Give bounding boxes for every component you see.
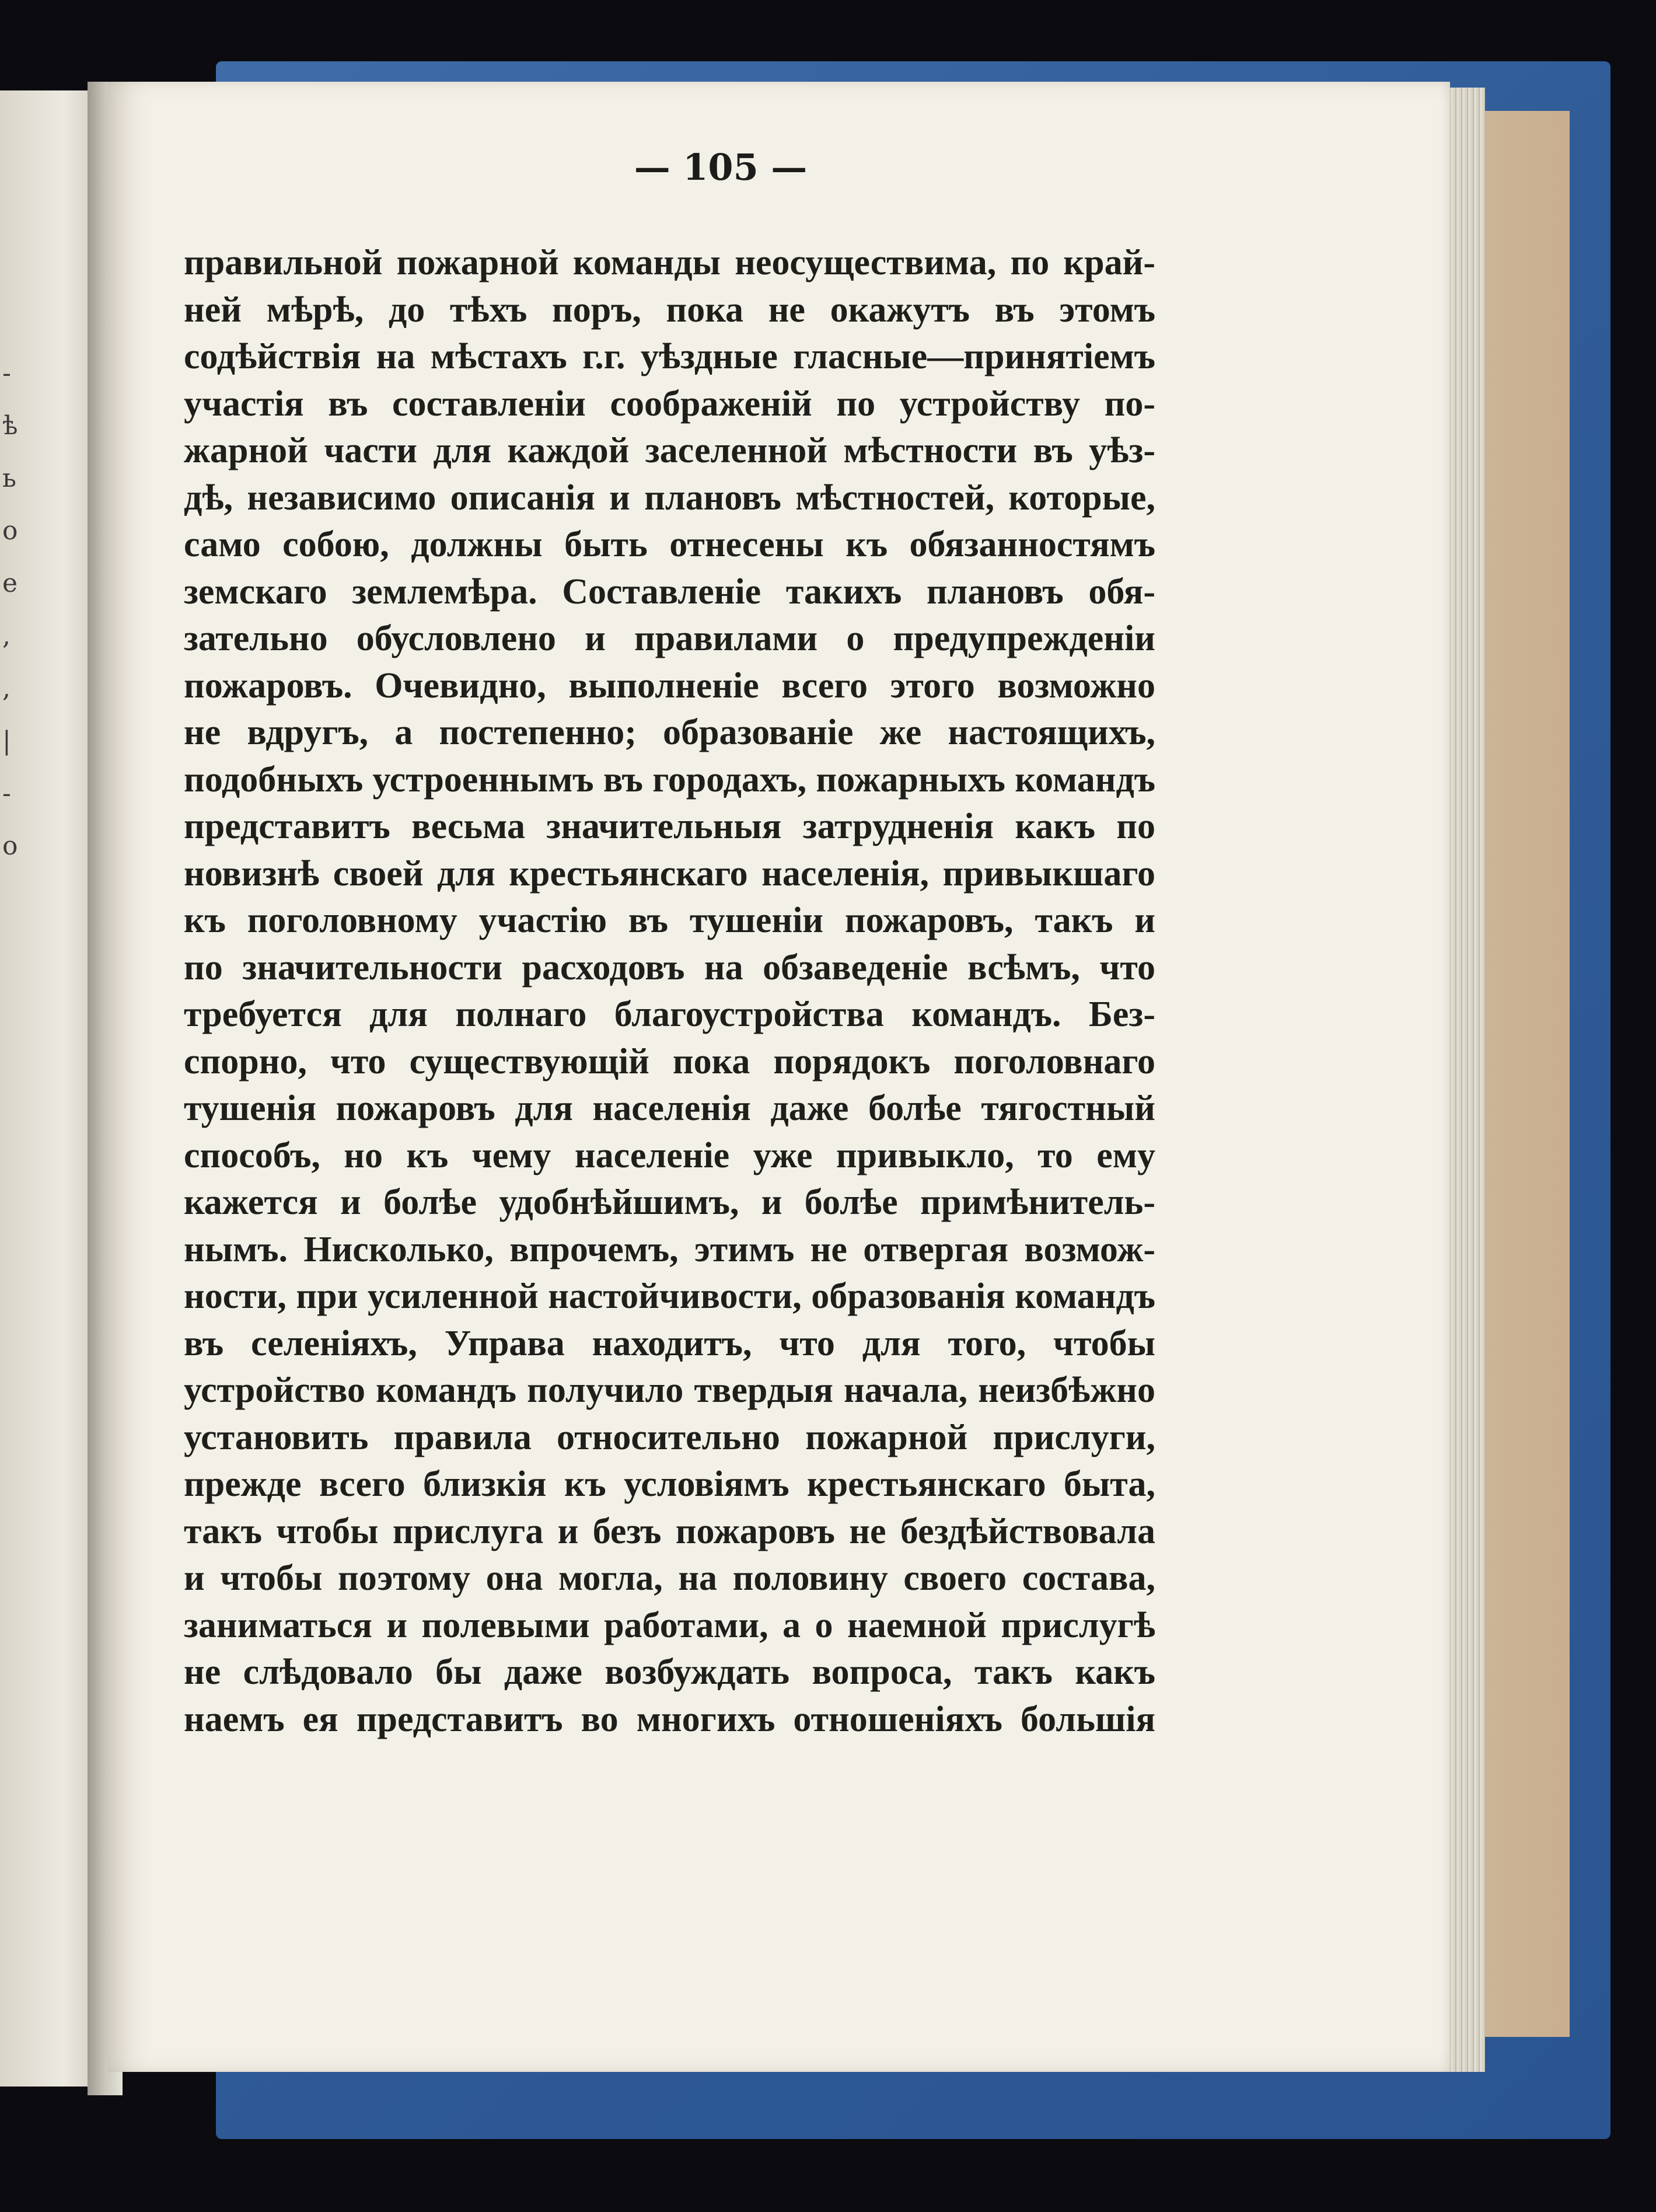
text-line: подобныхъ устроеннымъ въ городахъ, пожарныхъ командъ [184,759,1155,800]
text-line: жарной части для каждой заселенной мѣстности въ уѣз- [184,431,1155,470]
text-line: установить правила относительно пожарной прислуги, [184,1417,1155,1457]
text-line: такъ чтобы прислуга и безъ пожаровъ не бездѣйствовала [184,1511,1155,1551]
page-number-header: — 105 — [634,146,808,189]
text-line: участія въ составленіи соображеній по устройству по- [184,383,1155,424]
book-page [108,82,1450,2072]
text-line: наемъ ея представитъ во многихъ отношеніяхъ большія [184,1699,1155,1739]
text-line: пожаровъ. Очевидно, выполненіе всего этого возможно [184,665,1155,706]
text-line: не слѣдовало бы даже возбуждать вопроса, такъ какъ [184,1652,1155,1692]
text-line: ности, при усиленной настойчивости, образованія командъ [184,1276,1155,1316]
text-line: нымъ. Нисколько, впрочемъ, этимъ не отвергая возмож- [184,1229,1155,1269]
text-line: прежде всего близкія къ условіямъ крестьянскаго быта, [184,1464,1155,1504]
text-line: и чтобы поэтому она могла, на половину своего состава, [184,1558,1155,1598]
text-line: новизнѣ своей для крестьянскаго населенія, привыкшаго [184,853,1155,894]
text-line: правильной пожарной команды неосуществима, по край- [184,243,1155,282]
text-line: способъ, но къ чему населеніе уже привыкло, то ему [184,1135,1155,1175]
text-line: спорно, что существующій пока порядокъ поголовнаго [184,1041,1155,1081]
text-line: земскаго землемѣра. Составленіе такихъ плановъ обя- [184,571,1155,612]
text-line: въ селеніяхъ, Управа находитъ, что для того, чтобы [184,1323,1155,1363]
page-body-text [184,239,1155,1743]
text-line: ней мѣрѣ, до тѣхъ поръ, пока не окажутъ въ этомъ [184,289,1155,330]
text-line: не вдругъ, а постепенно; образованіе же настоящихъ, [184,713,1155,752]
text-line: устройство командъ получило твердыя начала, неизбѣжно [184,1370,1155,1410]
text-line: кажется и болѣе удобнѣйшимъ, и болѣе примѣнитель- [184,1182,1155,1222]
text-line: дѣ, независимо описанія и плановъ мѣстностей, которые, [184,477,1155,518]
text-line: требуется для полнаго благоустройства командъ. Без- [184,995,1155,1034]
text-line: содѣйствія на мѣстахъ г.г. уѣздные гласные—принятіемъ [184,337,1155,376]
text-line: по значительности расходовъ на обзаведеніе всѣмъ, что [184,947,1155,988]
text-line: зательно обусловлено и правилами о предупрежденіи [184,619,1155,658]
text-line: представитъ весьма значительныя затрудненія какъ по [184,807,1155,846]
text-line: къ поголовному участію въ тушеніи пожаровъ, такъ и [184,901,1155,940]
text-line: тушенія пожаровъ для населенія даже болѣе тягостный [184,1088,1155,1128]
text-line: заниматься и полевыми работами, а о наемной прислугѣ [184,1605,1155,1645]
text-line: само собою, должны быть отнесены къ обязанностямъ [184,525,1155,564]
left-page-edge-text: - ѣ ь о е , , | - о [2,358,18,861]
